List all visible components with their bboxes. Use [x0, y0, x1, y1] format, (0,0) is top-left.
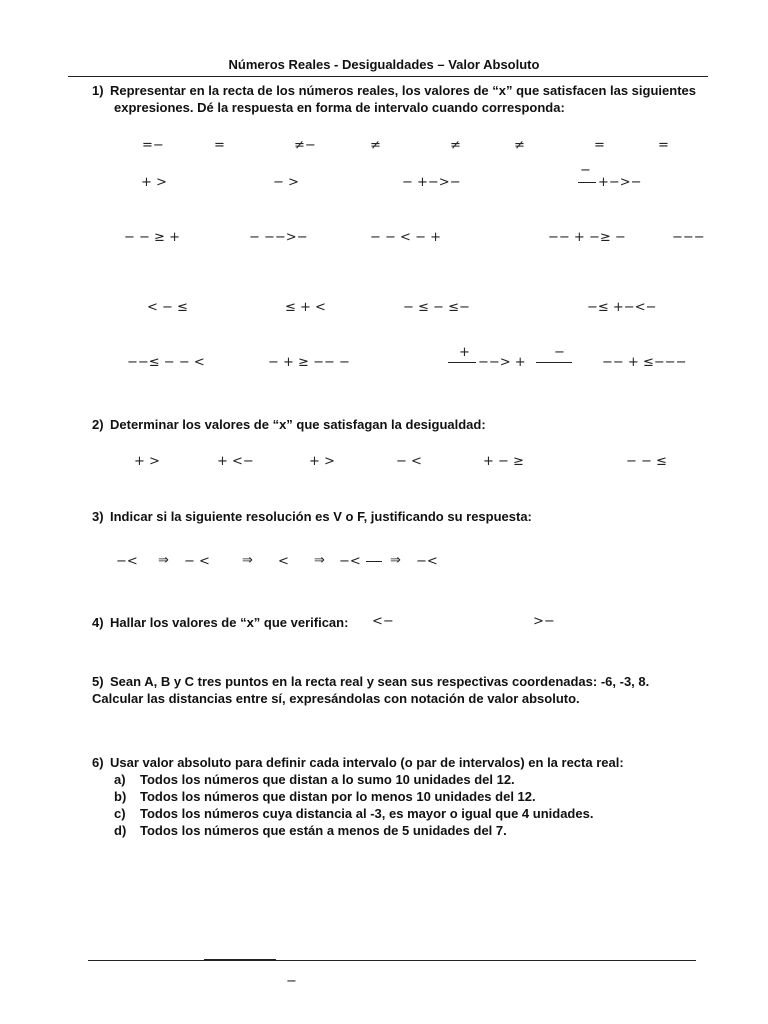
list-item-text: Todos los números cuya distancia al -3, es mayor o igual que 4 unidades.: [140, 806, 594, 821]
fraction-bar: [448, 362, 476, 363]
list-item: [114, 822, 507, 839]
question-text: Usar valor absoluto para definir cada intervalo (o par de intervalos) en la recta real:: [110, 755, 624, 770]
list-item: [114, 805, 593, 822]
implies-arrow: ⇒: [314, 553, 325, 568]
math-symbols: =: [658, 138, 669, 153]
list-item: [114, 788, 536, 805]
math-symbols: − <: [396, 454, 422, 469]
math-symbols: − +−>−: [402, 175, 461, 190]
math-symbols: + <−: [217, 454, 254, 469]
math-symbols: −<: [339, 554, 361, 569]
question-number: 2): [92, 417, 104, 432]
question-text: Determinar los valores de “x” que satisfagan la desigualdad:: [110, 417, 486, 432]
math-symbols: ≠: [370, 138, 381, 153]
math-symbols: −<: [116, 554, 138, 569]
math-symbols: =: [594, 138, 605, 153]
math-symbols: −− + −≥ −: [548, 230, 626, 245]
implies-arrow: ⇒: [242, 553, 253, 568]
math-symbols: <: [278, 554, 289, 569]
math-symbols: +−>−: [598, 175, 642, 190]
math-symbols: + >: [309, 454, 335, 469]
header-rule: [68, 76, 708, 77]
list-item-text: Todos los números que distan por lo menos 10 unidades del 12.: [140, 789, 536, 804]
list-item: [114, 771, 515, 788]
math-symbols: − − ≥ +: [124, 230, 180, 245]
question-text: Calcular las distancias entre sí, expresándolas con notación de valor absoluto.: [92, 691, 580, 706]
math-symbols: − − < − +: [370, 230, 441, 245]
math-symbols: − <: [184, 554, 210, 569]
math-symbols: −: [554, 345, 565, 360]
question-text: expresiones. Dé la respuesta en forma de intervalo cuando corresponda:: [114, 100, 565, 115]
implies-arrow: ⇒: [158, 553, 169, 568]
fraction-bar: [578, 182, 596, 183]
question-text: Hallar los valores de “x” que verifican:: [110, 615, 349, 630]
question-number: 1): [92, 83, 104, 98]
list-item-letter: a): [114, 772, 126, 787]
math-symbols: −: [580, 163, 591, 178]
math-symbols: < − ≤: [147, 300, 188, 315]
math-symbols: =: [214, 138, 225, 153]
math-symbols: −<: [416, 554, 438, 569]
question-number: 4): [92, 615, 104, 630]
footer-rule-accent: [204, 959, 276, 961]
math-symbols: −−−: [672, 230, 705, 245]
math-symbols: −− + ≤−−−: [602, 355, 687, 370]
math-symbols: − + ≥ −− −: [268, 355, 350, 370]
footer-mark: −: [286, 974, 297, 989]
fraction-bar: [366, 561, 382, 562]
math-symbols: ≤ + <: [285, 300, 326, 315]
math-symbols: ≠: [514, 138, 525, 153]
fraction-bar: [536, 362, 572, 363]
math-symbols: − >: [273, 175, 299, 190]
math-symbols: <−: [372, 614, 394, 629]
question-number: 6): [92, 755, 104, 770]
question-number: 5): [92, 674, 104, 689]
list-item-text: Todos los números que distan a lo sumo 10 unidades del 12.: [140, 772, 515, 787]
math-symbols: + >: [134, 454, 160, 469]
math-symbols: =−: [142, 138, 164, 153]
math-symbols: + − ≥: [483, 454, 524, 469]
question-text: Indicar si la siguiente resolución es V o F, justificando su respuesta:: [110, 509, 532, 524]
math-symbols: −−> +: [478, 355, 526, 370]
math-symbols: −≤ +−<−: [587, 300, 657, 315]
math-symbols: >−: [533, 614, 555, 629]
math-symbols: ≠: [450, 138, 461, 153]
math-symbols: − ≤ − ≤−: [403, 300, 470, 315]
page-title: Números Reales - Desigualdades – Valor Absoluto: [228, 57, 540, 72]
list-item-letter: d): [114, 823, 127, 838]
list-item-letter: c): [114, 806, 126, 821]
footer-rule: [88, 960, 696, 961]
math-symbols: − − ≤: [626, 454, 667, 469]
math-symbols: +: [459, 345, 470, 360]
math-symbols: + >: [141, 175, 167, 190]
question-text: Sean A, B y C tres puntos en la recta real y sean sus respectivas coordenadas: -6, -3, 8.: [110, 674, 650, 689]
implies-arrow: ⇒: [390, 553, 401, 568]
math-symbols: − −−>−: [249, 230, 308, 245]
question-number: 3): [92, 509, 104, 524]
list-item-letter: b): [114, 789, 127, 804]
list-item-text: Todos los números que están a menos de 5 unidades del 7.: [140, 823, 507, 838]
question-text: Representar en la recta de los números reales, los valores de “x” que satisfacen las siguientes: [110, 83, 696, 98]
math-symbols: −−≤ − − <: [127, 355, 205, 370]
math-symbols: ≠−: [294, 138, 316, 153]
